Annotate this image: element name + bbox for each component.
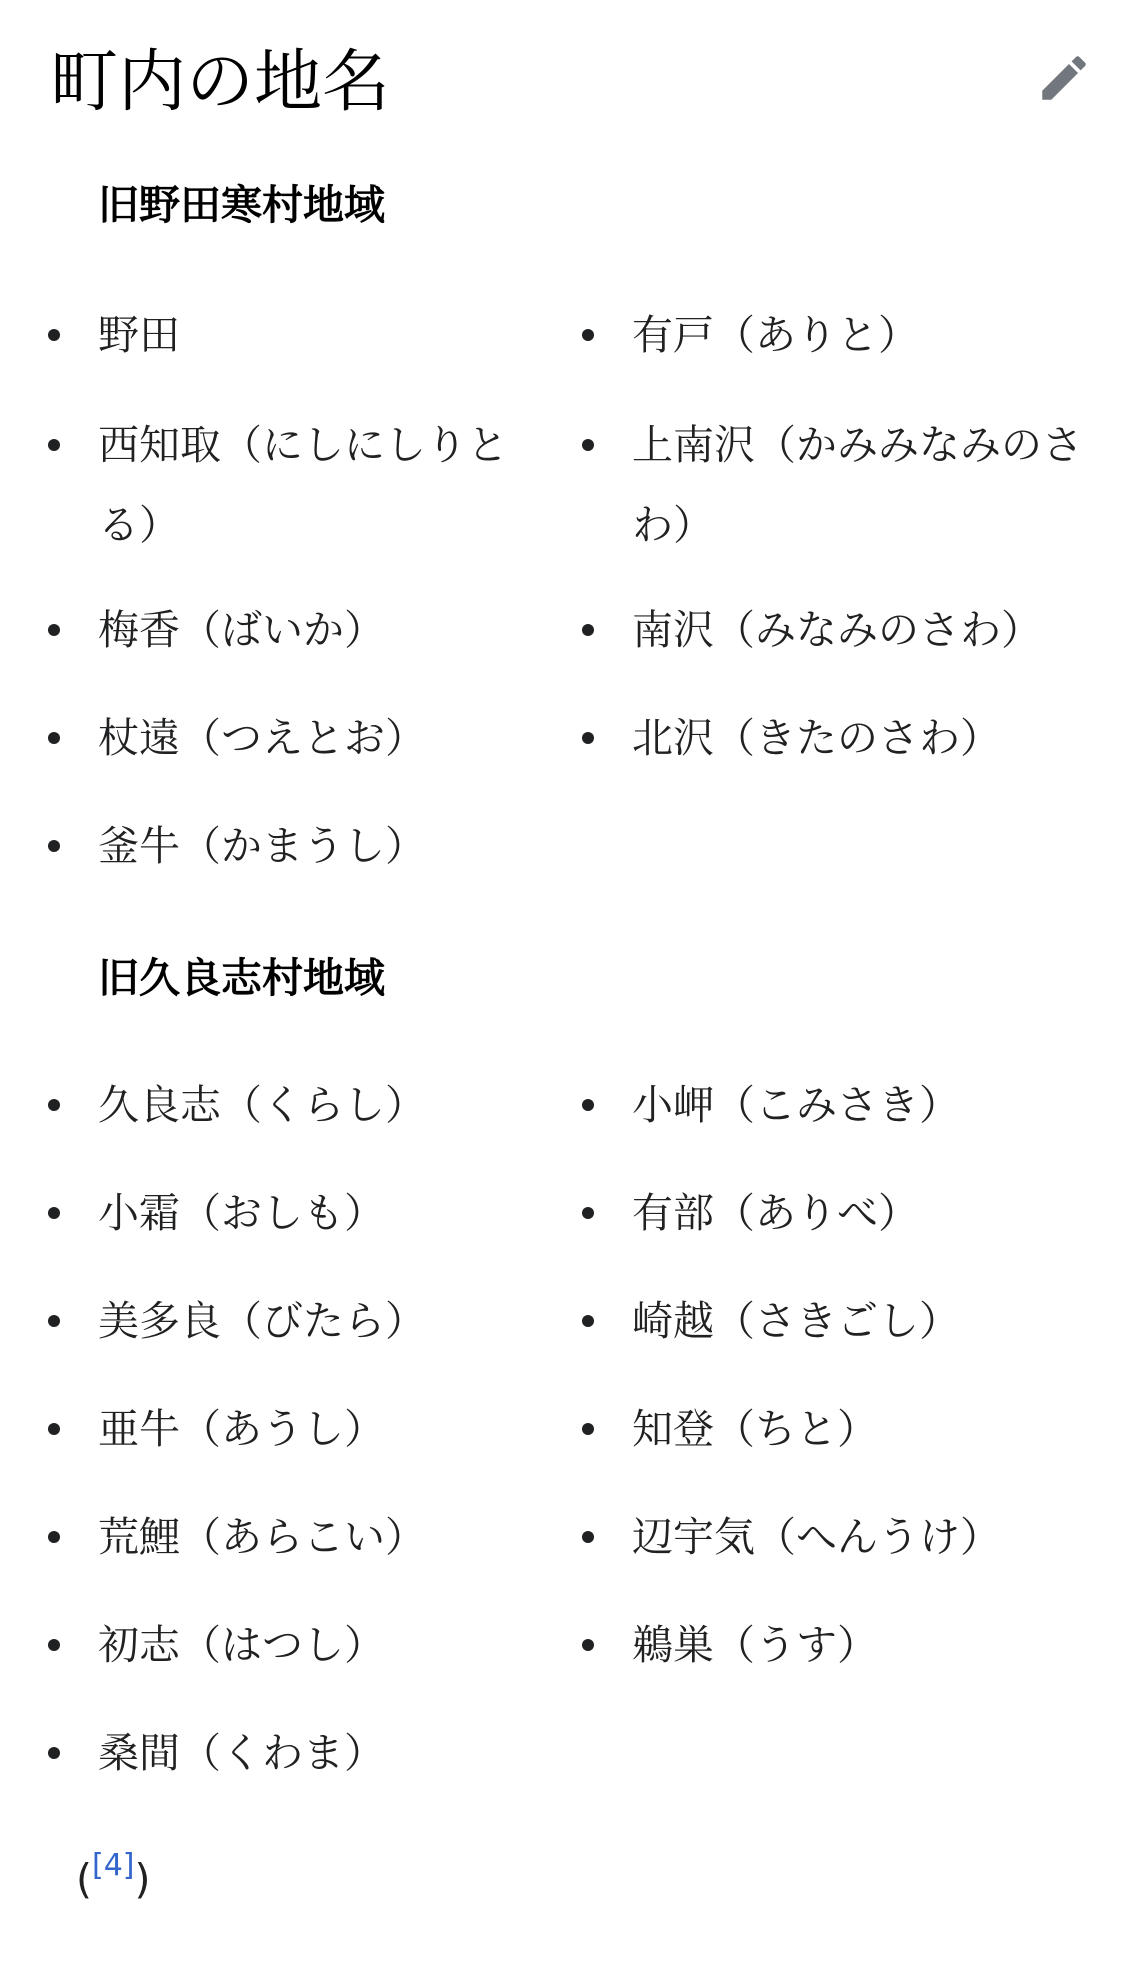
bullet [582,1099,594,1111]
list-item: 野田 [98,295,518,375]
list-item: 有部（ありべ） [632,1173,1102,1253]
bullet [582,439,594,451]
reference-link[interactable]: [4] [92,1848,135,1883]
list-item: 初志（はつし） [98,1605,578,1685]
group-heading-kurashi: 旧久良志村地域 [98,954,385,1002]
bullet [48,1315,60,1327]
bullet [48,840,60,852]
list-item: 桑間（くわま） [98,1713,578,1793]
list-item: 美多良（びたら） [98,1281,578,1361]
list-item: 西知取（にしにしりとる） [98,405,518,565]
bullet [582,329,594,341]
bullet [582,1639,594,1651]
list-item: 小霜（おしも） [98,1173,578,1253]
section-title: 町内の地名 [50,43,391,122]
list-item: 荒鯉（あらこい） [98,1497,578,1577]
bullet [582,1531,594,1543]
bullet [582,1423,594,1435]
list-item: 鵜巣（うす） [632,1605,1102,1685]
group-heading-noda: 旧野田寒村地域 [98,181,385,229]
list-item: 亜牛（あうし） [98,1389,578,1469]
bullet [48,624,60,636]
bullet [582,732,594,744]
bullet [48,1639,60,1651]
list-item: 北沢（きたのさわ） [632,698,1102,778]
list-item: 知登（ちと） [632,1389,1102,1469]
bullet [48,1531,60,1543]
section-header [50,28,1100,138]
bullet [48,329,60,341]
bullet [582,1315,594,1327]
bullet [48,1099,60,1111]
reference-open-paren: ( [76,1855,92,1903]
list-item: 崎越（さきごし） [632,1281,1102,1361]
bullet [48,439,60,451]
bullet [582,1207,594,1219]
list-item: 釜牛（かまうし） [98,806,518,886]
bullet [48,1747,60,1759]
bullet [48,1423,60,1435]
pencil-icon [1035,49,1093,107]
bullet [48,1207,60,1219]
bullet [48,732,60,744]
list-item: 杖遠（つえとお） [98,698,518,778]
list-item: 小岬（こみさき） [632,1065,1102,1145]
list-item: 上南沢（かみみなみのさわ） [632,405,1102,565]
list-item: 梅香（ばいか） [98,590,518,670]
list-item: 久良志（くらし） [98,1065,578,1145]
edit-section-button[interactable] [1028,42,1100,114]
bullet [582,624,594,636]
list-item: 辺宇気（へんうけ） [632,1497,1102,1577]
reference-line [76,1836,151,1909]
list-item: 有戸（ありと） [632,295,1102,375]
reference-close-paren: ) [134,1855,151,1903]
list-item: 南沢（みなみのさわ） [632,590,1102,670]
